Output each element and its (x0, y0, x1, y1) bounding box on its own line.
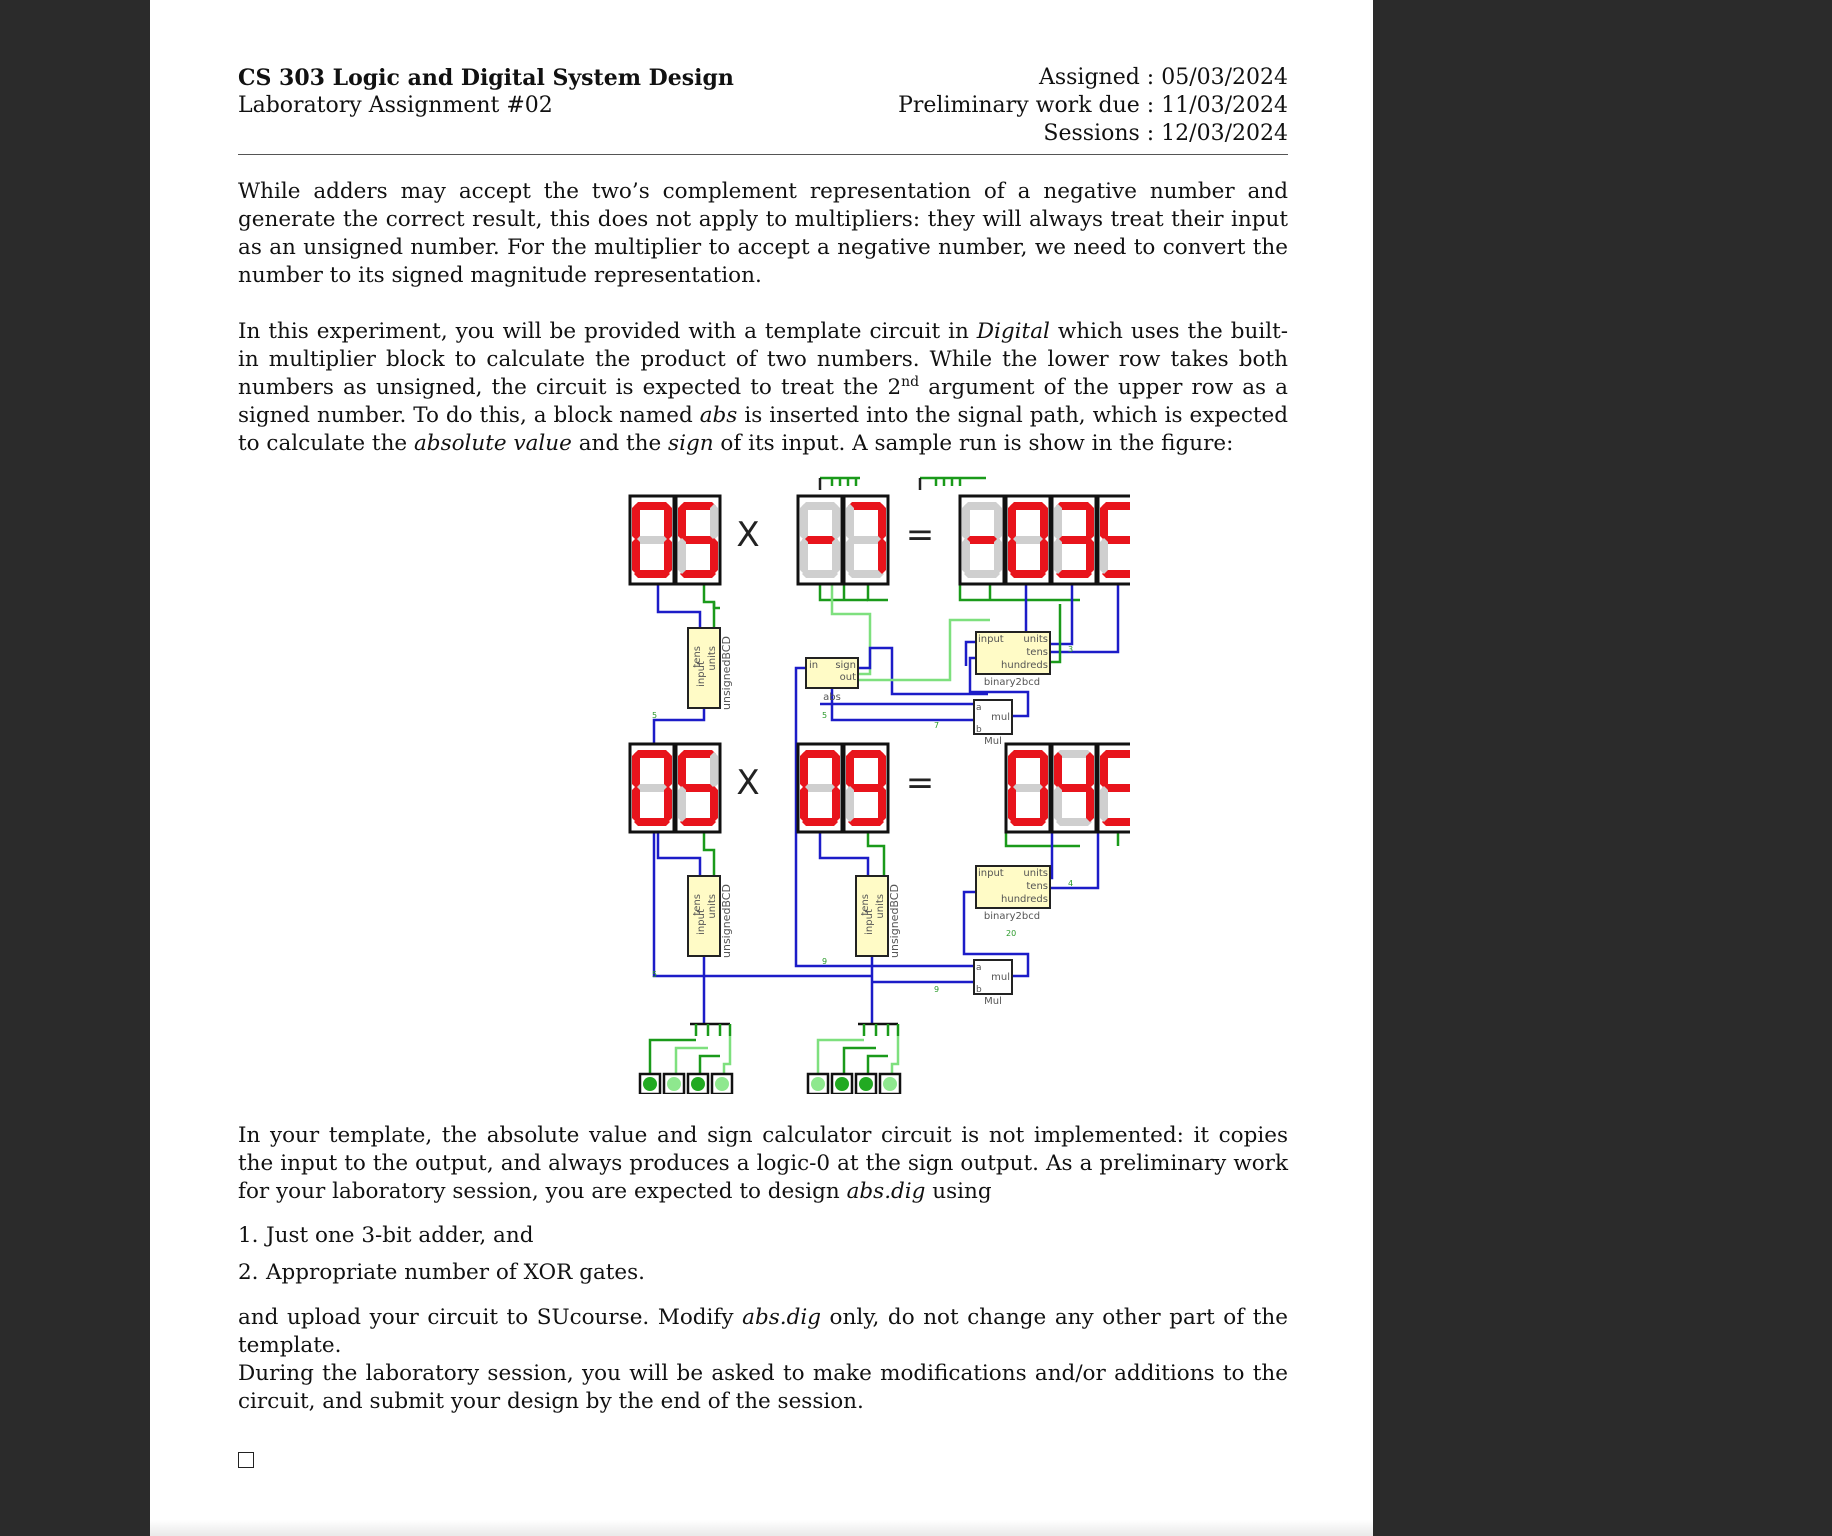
segment-d (848, 818, 884, 826)
b2b-tens-label: tens (1026, 647, 1048, 658)
p4-text-b: only, do not change any other part of the template. (238, 1305, 1288, 1358)
digit (630, 744, 674, 832)
segment-b (832, 504, 840, 540)
label-input: input (696, 661, 707, 687)
segment-b (878, 504, 886, 540)
wire (1026, 584, 1050, 634)
header-dates (898, 64, 1288, 148)
input-switch-left (664, 1074, 684, 1094)
digit (1006, 496, 1050, 584)
segment-f (1008, 752, 1016, 788)
wire-label: 3 (1068, 645, 1074, 654)
p3-filename: abs.dig (846, 1179, 926, 1204)
multiplier-top (974, 700, 1012, 747)
digit (960, 496, 1004, 584)
label-input: input (864, 909, 875, 935)
wire (714, 602, 720, 608)
wire (844, 1048, 876, 1074)
segment-c (1040, 538, 1048, 574)
segment-d (634, 818, 670, 826)
wire (676, 1048, 708, 1074)
header-left (238, 64, 734, 120)
abs-out-label: out (839, 672, 856, 683)
wire (892, 1036, 898, 1074)
b2b-units-label: units (1023, 634, 1048, 645)
segment-e (846, 538, 854, 574)
p2-abs: abs (699, 403, 738, 428)
label-unsignedbcd: unsignedBCD (720, 884, 733, 958)
mul-name-label: Mul (984, 996, 1002, 1007)
mul-b-label: b (976, 985, 982, 995)
list-item (238, 1259, 645, 1287)
input-switches (640, 1074, 900, 1094)
sessions-date: Sessions : 12/03/2024 (1043, 121, 1288, 146)
digit (676, 496, 720, 584)
label-units: units (707, 646, 718, 671)
paragraph-upload (238, 1304, 1288, 1360)
mul-a-label: a (976, 703, 982, 713)
segment-d (802, 570, 838, 578)
segment-b (994, 504, 1002, 540)
bcd-converter-bottom-middle (856, 876, 901, 958)
segment-d (964, 570, 1000, 578)
wire-label: 4 (1068, 879, 1074, 888)
segment-f (1054, 752, 1062, 788)
label-input: input (696, 909, 707, 935)
label-units: units (875, 894, 886, 919)
segment-f (1100, 752, 1108, 788)
wire (700, 1056, 720, 1074)
b2b-tens-label: tens (1026, 881, 1048, 892)
segment-e (1100, 786, 1108, 822)
input-switch-right (880, 1074, 900, 1094)
wire (858, 648, 988, 694)
display-bottom-result (1006, 744, 1130, 832)
segment-d (1010, 570, 1046, 578)
list-number: 2. (238, 1260, 259, 1285)
input-switch-left (688, 1074, 708, 1094)
segment-f (800, 752, 808, 788)
page-header (238, 64, 1288, 154)
mul-name-label: Mul (984, 736, 1002, 747)
p2-text-c: argument of the upper row as a signed number. To do this, a block named (238, 375, 1288, 428)
wire (868, 832, 884, 876)
mul-b-label: b (976, 725, 982, 735)
segment-d (680, 570, 716, 578)
digit (1098, 744, 1130, 832)
abs-block (806, 658, 858, 703)
digit (844, 744, 888, 832)
qed-box (238, 1452, 254, 1468)
p2-text-d: is inserted into the signal path, which is expected to calculate the (238, 403, 1288, 456)
segment-e (632, 538, 640, 574)
wire-label: 5 (652, 711, 658, 720)
segment-c (664, 538, 672, 574)
segment-f (962, 504, 970, 540)
wire-label: 9 (822, 957, 828, 966)
segment-e (678, 786, 686, 822)
segment-b (710, 752, 718, 788)
segment-d (1010, 818, 1046, 826)
segment-e (962, 538, 970, 574)
wire-label: 9 (934, 985, 940, 994)
segment-c (1086, 538, 1094, 574)
wire-label: 5 (822, 711, 828, 720)
header-rule (238, 154, 1288, 155)
segment-f (1100, 504, 1108, 540)
segment-b (1040, 752, 1048, 788)
display-top-a (630, 496, 720, 584)
label-tens: tens (860, 894, 871, 916)
wire (868, 584, 888, 600)
mul-out-label: mul (991, 972, 1010, 983)
wire (820, 832, 868, 876)
digit (676, 744, 720, 832)
segment-c (878, 786, 886, 822)
wire-label: 20 (1006, 929, 1017, 938)
wire (1006, 832, 1080, 846)
p3-text-b: using (925, 1179, 992, 1204)
list-item (238, 1222, 645, 1250)
mul-a-label: a (976, 963, 982, 973)
wire-label: 5 (652, 970, 658, 979)
p2-text-f: of its input. A sample run is show in the figure: (713, 431, 1234, 456)
input-switch-right (832, 1074, 852, 1094)
course-title: CS 303 Logic and Digital System Design (238, 65, 734, 91)
wire (658, 832, 700, 876)
bcd-converter-bottom-left (688, 876, 733, 958)
p2-absval: absolute value (413, 431, 572, 456)
segment-b (878, 752, 886, 788)
list-text: Appropriate number of XOR gates. (266, 1260, 646, 1285)
list-number: 1. (238, 1223, 259, 1248)
wire-units (704, 584, 714, 628)
digit (1006, 744, 1050, 832)
segment-e (800, 538, 808, 574)
segment-b (1086, 752, 1094, 788)
segment-d (1056, 570, 1092, 578)
requirements-list (238, 1222, 645, 1296)
p2-sign: sign (668, 431, 714, 456)
digit (1052, 496, 1096, 584)
segment-e (1100, 538, 1108, 574)
multiply-sign-bottom: X (736, 763, 760, 803)
list-text: Just one 3-bit adder, and (266, 1223, 534, 1248)
equals-sign-bottom: = (905, 763, 935, 803)
digit (630, 496, 674, 584)
segment-c (994, 538, 1002, 574)
b2b-input-label: input (978, 634, 1004, 645)
segment-e (678, 538, 686, 574)
p4-text-a: and upload your circuit to SUcourse. Modify (238, 1305, 743, 1330)
label-tens: tens (692, 646, 703, 668)
p2-text-e: and the (571, 431, 669, 456)
display-bottom-b (798, 744, 888, 832)
segment-e (1008, 786, 1016, 822)
paragraph-intro: While adders may accept the two’s complement representation of a negative number and generate the correct result, this does not apply to multipliers: they will always treat their input as an unsigned number. For the multiplier to accept a negative number, we need to convert the number to its signed magnitude representation. (238, 179, 1288, 288)
mul-out-label: mul (991, 712, 1010, 723)
segment-c (832, 786, 840, 822)
label-unsignedbcd: unsignedBCD (720, 636, 733, 710)
segment-f (678, 752, 686, 788)
segment-e (846, 786, 854, 822)
p3-text-a: In your template, the absolute value and sign calculator circuit is not implemented: it copies the input to the output, and always produces a logic-0 at the sign output. As a preliminary work for your laboratory session, you are expected to design (238, 1123, 1288, 1204)
segment-d (1056, 818, 1092, 826)
segment-c (1040, 786, 1048, 822)
digit (798, 496, 842, 584)
paragraph-template (238, 1122, 1288, 1206)
paragraph-session: During the laboratory session, you will be asked to make modifications and/or additions to the circuit, and submit your design by the end of the session. (238, 1361, 1288, 1414)
segment-b (1040, 504, 1048, 540)
segment-f (1054, 504, 1062, 540)
input-switch-left (712, 1074, 732, 1094)
assignment-title: Laboratory Assignment #02 (238, 93, 553, 118)
assigned-date: Assigned : 05/03/2024 (1038, 65, 1288, 90)
equals-sign-top: = (905, 515, 935, 555)
segment-c (710, 786, 718, 822)
segment-b (664, 752, 672, 788)
p4-filename: abs.dig (742, 1305, 821, 1330)
digit (844, 496, 888, 584)
b2b-name-label: binary2bcd (983, 911, 1041, 922)
segment-e (632, 786, 640, 822)
wire (704, 832, 714, 876)
segment-e (800, 786, 808, 822)
segment-f (632, 752, 640, 788)
wire (818, 1040, 864, 1074)
segment-d (848, 570, 884, 578)
segment-f (846, 504, 854, 540)
input-switch-right (808, 1074, 828, 1094)
label-units: units (707, 894, 718, 919)
segment-d (680, 818, 716, 826)
paragraph-experiment (238, 318, 1288, 458)
input-switch-right (856, 1074, 876, 1094)
segment-b (664, 504, 672, 540)
wire (1050, 832, 1098, 888)
display-bottom-a (630, 744, 720, 832)
label-tens: tens (692, 894, 703, 916)
segment-d (634, 570, 670, 578)
segment-c (832, 538, 840, 574)
prelim-due-date: Preliminary work due : 11/03/2024 (898, 93, 1288, 118)
b2b-units-label: units (1023, 868, 1048, 879)
segment-c (878, 538, 886, 574)
segment-c (710, 538, 718, 574)
segment-f (1008, 504, 1016, 540)
digit (798, 744, 842, 832)
segment-f (846, 752, 854, 788)
segment-f (678, 504, 686, 540)
p2-text-a: In this experiment, you will be provided with a template circuit in (238, 319, 977, 344)
segment-e (1054, 538, 1062, 574)
bcd-converter-top-left (688, 628, 733, 710)
multiply-sign-top: X (736, 515, 760, 555)
input-switch-left (640, 1074, 660, 1094)
display-top-result (960, 496, 1130, 584)
document-page (150, 0, 1373, 1536)
segment-d (802, 818, 838, 826)
circuit-figure (570, 474, 1130, 1094)
wire (868, 1056, 888, 1074)
digit (1052, 744, 1096, 832)
wire (650, 1040, 696, 1074)
p2-digital: Digital (976, 319, 1050, 344)
segment-b (710, 504, 718, 540)
segment-c (1086, 786, 1094, 822)
p2-sup: nd (901, 373, 920, 390)
wire-label: 7 (934, 721, 940, 730)
multiplier-bottom (974, 960, 1012, 1007)
segment-e (1054, 786, 1062, 822)
segment-b (832, 752, 840, 788)
abs-sign-label: sign (835, 660, 856, 671)
digit (1098, 496, 1130, 584)
wire (724, 1036, 730, 1074)
b2b-hundreds-label: hundreds (1001, 660, 1048, 671)
segment-b (1086, 504, 1094, 540)
segment-c (664, 786, 672, 822)
b2b-hundreds-label: hundreds (1001, 894, 1048, 905)
segment-f (632, 504, 640, 540)
wire (960, 584, 1080, 600)
b2b-name-label: binary2bcd (983, 677, 1041, 688)
wire-tens (658, 584, 700, 628)
abs-name-label: abs (823, 692, 841, 703)
b2b-input-label: input (978, 868, 1004, 879)
binary2bcd-top (976, 632, 1050, 688)
binary2bcd-bottom (976, 866, 1050, 922)
wire (1050, 604, 1060, 662)
segment-f (800, 504, 808, 540)
p2-text-b: which uses the built-in multiplier block to calculate the product of two numbers. While the lower row takes both numbers as unsigned, the circuit is expected to treat the 2 (238, 319, 1289, 400)
display-top-b (798, 496, 888, 584)
abs-in-label: in (809, 660, 819, 671)
segment-e (1008, 538, 1016, 574)
label-unsignedbcd: unsignedBCD (888, 884, 901, 958)
